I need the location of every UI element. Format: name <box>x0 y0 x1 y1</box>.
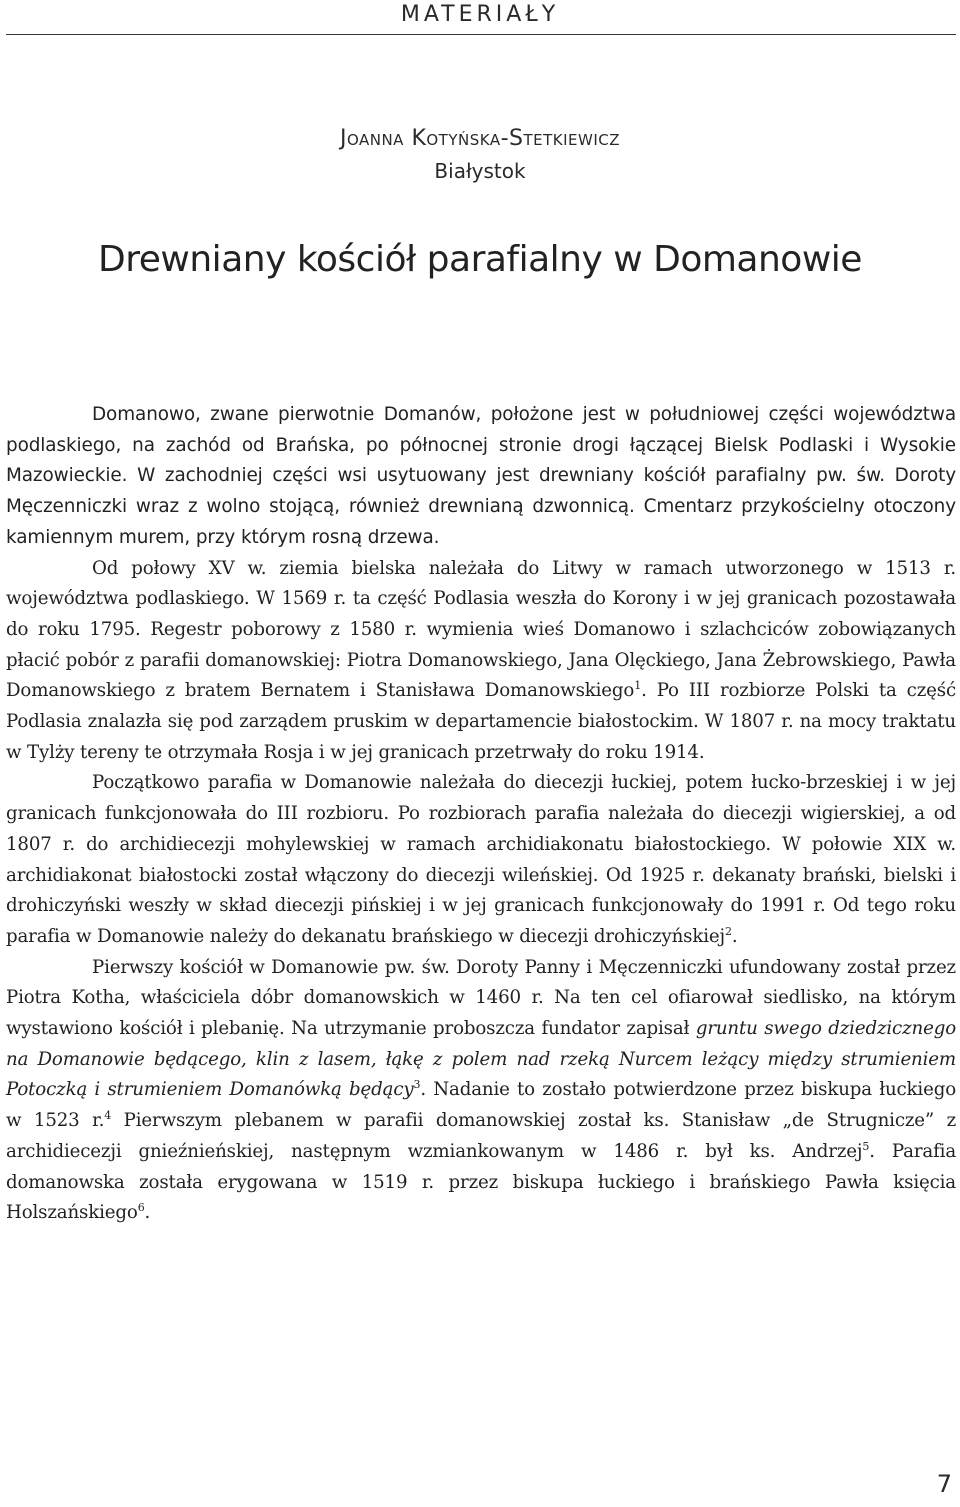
paragraph <box>6 400 956 554</box>
paragraph <box>6 953 956 1229</box>
article-title: Drewniany kościół parafialny w Domanowie <box>98 239 862 280</box>
paragraph-text: . Nadanie to zostało potwierdzone przez biskupa łuckiego w 1523 r. <box>6 1079 956 1132</box>
page-number: 7 <box>936 1470 952 1498</box>
paragraph <box>6 768 956 952</box>
paragraph-text: Początkowo parafia w Domanowie należała do diecezji łuckiej, potem łucko-brzeskiej i w jej granicach funkcjonowała do III rozbioru. Po rozbiorach parafia należała do diecezji wigierskiej, a od 1807 r. do archidiecezji mohylewskiej w ramach archidiakonatu białostockiego. W połowie XIX w. archidiakonat białostocki został włączony do diecezji wileńskiej. Od 1925 r. dekanaty brański, bielski i drohiczyński weszły w skład diecezji pińskiej i w jej granicach funkcjonowały do 1991 r. Od tego roku parafia w Domanowie należy do dekanatu brańskiego w diecezji drohiczyńskiej <box>6 772 956 947</box>
paragraph-text: Od połowy XV w. ziemia bielska należała do Litwy w ramach utworzonego w 1513 r. województwa podlaskiego. W 1569 r. ta część Podlasia weszła do Korony i w jej granicach pozostawała do roku 1795. Regestr poborowy z 1580 r. wymienia wieś Domanowo i szlachciców zobowiązanych płacić pobór z parafii domanowskiej: Piotra Domanowskiego, Jana Olęckiego, Jana Żebrowskiego, Pawła Domanowskiego z bratem Bernatem i Stanisława Domanowskiego <box>6 557 956 702</box>
quoted-passage: gruntu swego dziedzicznego na Domanowie będącego, klin z lasem, łąkę z polem nad rzeką Nurcem leżący między strumieniem Potoczką i strumieniem Domanówką będący <box>6 1018 956 1101</box>
header-rule <box>6 34 956 35</box>
paragraph-text: . <box>144 1202 151 1224</box>
paragraph-text: Pierwszy kościół w Domanowie pw. św. Doroty Panny i Męczenniczki ufundowany został przez Piotra Kotha, właściciela dóbr domanowskich w 1460 r. Na ten cel ofiarował siedlisko, na którym wystawiono kościół i plebanię. Na utrzymanie proboszcza fundator zapisał <box>6 956 956 1040</box>
author-name: Joanna Kotyńska-Stetkiewicz <box>339 126 621 151</box>
footnote-ref[interactable]: 6 <box>137 1201 145 1215</box>
running-head: MATERIAŁY <box>400 2 560 27</box>
footnote-ref[interactable]: 4 <box>104 1109 112 1123</box>
footnote-ref[interactable]: 3 <box>413 1078 421 1092</box>
paragraph-text: . Po III rozbiorze Polski ta część Podlasia znalazła się pod zarządem pruskim w departamencie białostockim. W 1807 r. na mocy traktatu w Tylży tereny te otrzymała Rosja i w jej granicach przetrwały do roku 1914. <box>6 680 956 763</box>
paragraph <box>6 554 956 769</box>
article-body <box>6 400 956 1229</box>
paragraph-text: Pierwszym plebanem w parafii domanowskiej został ks. Stanisław „de Strugnicze” z archidiecezji gnieźnieńskiej, następnym wzmiankowanym w 1486 r. był ks. Andrzej <box>6 1110 956 1162</box>
paragraph-text: . <box>731 925 738 947</box>
paragraph-text: . Parafia domanowska została erygowana w 1519 r. przez biskupa łuckiego i brańskiego Pawła księcia Holszańskiego <box>6 1140 957 1224</box>
footnote-ref[interactable]: 2 <box>724 924 732 938</box>
paragraph-text: Domanowo, zwane pierwotnie Domanów, położone jest w południowej części województwa podlaskiego, na zachód od Brańska, po północnej stronie drogi łączącej Bielsk Podlaski i Wysokie Mazowieckie. W zachodniej części wsi usytuowany jest drewniany kościół parafialny pw. św. Doroty Męczenniczki wraz z wolno stojącą, również drewnianą dzwonnicą. Cmentarz przykościelny otoczony kamiennym murem, przy którym rosną drzewa. <box>6 404 956 548</box>
footnote-ref[interactable]: 5 <box>862 1139 870 1153</box>
footnote-ref[interactable]: 1 <box>634 679 642 693</box>
author-affiliation: Białystok <box>434 159 526 183</box>
